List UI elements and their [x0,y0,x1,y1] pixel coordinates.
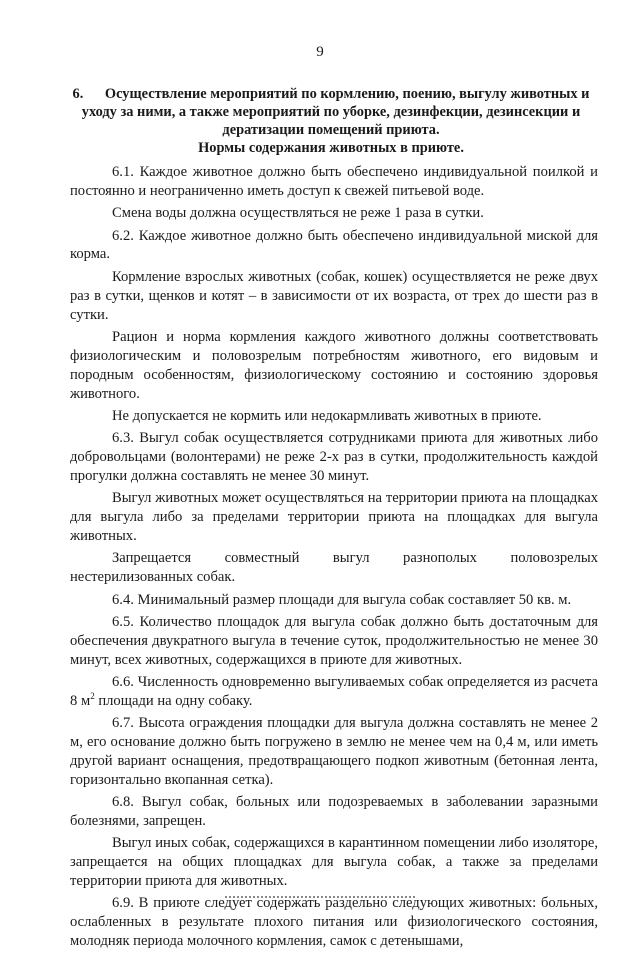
paragraph-6-6 [70,673,598,711]
paragraph-walk-location: Выгул животных может осуществляться на территории приюта на площадках для выгула либо за пределами территории приюта на площадках для выгула животных. [70,490,598,545]
paragraph-6-1: 6.1. Каждое животное должно быть обеспечено индивидуальной поилкой и постоянно и неограниченно иметь доступ к свежей питьевой воде. [70,164,598,199]
paragraph-6-6-text-end: площади на одну собаку. [94,692,253,709]
paragraph-ration: Рацион и норма кормления каждого животного должны соответствовать физиологическим и половозрелым потребностям животного, его видовым и породным особенностям, физиологическому состоянию и состоянию здоровья животного. [70,328,598,402]
paragraph-6-7: 6.7. Высота ограждения площадки для выгула должна составлять не менее 2 м, его основание должно быть погружено в землю не менее чем на 0,4 м, или иметь другой вариант оснащения, предотвращающего подкоп животным (бетонная лента, горизонтально вкопанная сетка). [70,715,598,788]
body-text [70,163,598,955]
section-heading [70,85,592,157]
section-subtitle: Нормы содержания животных в приюте. [198,140,464,156]
scan-cut-line [225,896,415,901]
paragraph-6-8: 6.8. Выгул собак, больных или подозреваемых в заболевании заразными болезнями, запрещен. [70,794,598,830]
paragraph-walk-prohibition: Запрещается совместный выгул разнополых половозрелых нестерилизованных собак. [70,550,598,586]
section-number: 6. [72,86,84,102]
paragraph-6-9: 6.9. В приюте следует содержать раздельно следующих животных: больных, ослабленных в результате плохого питания или физиологического состояния, молодняк периода молочного кормления, самок с детенышами, [70,895,598,950]
section-title: Осуществление мероприятий по кормлению, поению, выгулу животных и уходу за ними, а также мероприятий по уборке, дезинфекции, дезинсекции и дератизации помещений приюта. [81,86,590,138]
paragraph-6-5: 6.5. Количество площадок для выгула собак должно быть достаточным для обеспечения двукратного выгула в течение суток, продолжительностью не менее 30 минут, всех животных, содержащихся в приюте для животных. [70,613,598,668]
paragraph-water-change: Смена воды должна осуществляться не реже 1 раза в сутки. [112,205,484,222]
paragraph-6-6-text: 6.6. Численность одновременно выгуливаемых собак определяется из расчета 8 м [70,673,598,709]
paragraph-6-4: 6.4. Минимальный размер площади для выгула собак составляет 50 кв. м. [112,591,572,608]
paragraph-no-underfeeding: Не допускается не кормить или недокармливать животных в приюте. [112,407,542,424]
paragraph-6-3: 6.3. Выгул собак осуществляется сотрудниками приюта для животных либо добровольцами (волонтерами) не реже 2-х раз в сутки, продолжительность каждой прогулки должна составлять не менее 30 минут. [70,430,598,484]
paragraph-feeding-frequency: Кормление взрослых животных (собак, кошек) осуществляется не реже двух раз в сутки, щенков и котят – в зависимости от их возраста, от трех до шести раз в сутки. [70,268,598,323]
superscript: 2 [90,691,95,701]
paragraph-6-2: 6.2. Каждое животное должно быть обеспечено индивидуальной миской для корма. [70,227,598,263]
page-number: 9 [316,44,324,60]
paragraph-quarantine-walk: Выгул иных собак, содержащихся в карантинном помещении либо изоляторе, запрещается на общих площадках для выгула собак, а также за пределами территории приюта для животных. [70,835,598,890]
